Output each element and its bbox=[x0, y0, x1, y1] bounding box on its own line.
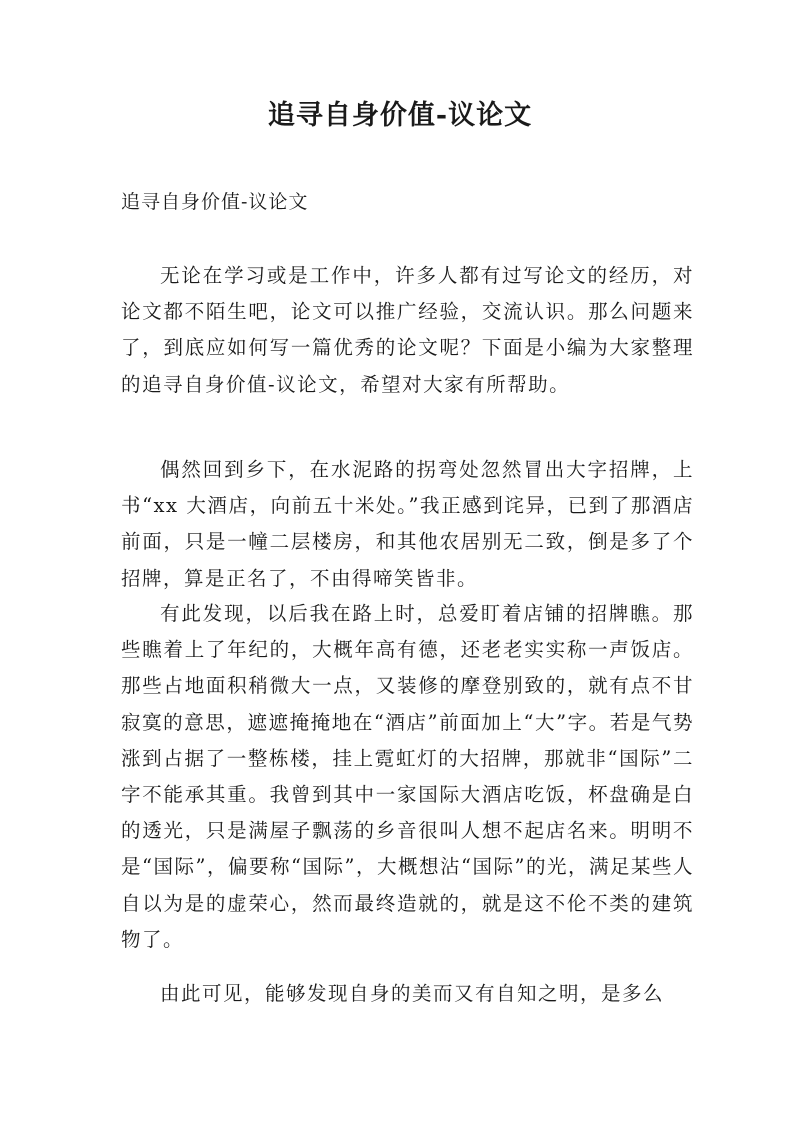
paragraph-intro: 无论在学习或是工作中，许多人都有过写论文的经历，对论文都不陌生吧，论文可以推广经验，交流认识。那么问题来了，到底应如何写一篇优秀的论文呢？下面是小编为大家整理的追寻自身价值-议论文，希望对大家有所帮助。 bbox=[121, 264, 694, 396]
document-subtitle: 追寻自身价值-议论文 bbox=[121, 191, 309, 213]
document-title: 追寻自身价值-议论文 bbox=[267, 100, 533, 131]
paragraph-observation: 有此发现，以后我在路上时，总爱盯着店铺的招牌瞧。那些瞧着上了年纪的，大概年高有德，还老老实实称一声饭店。那些占地面积稍微大一点，又装修的摩登别致的，就有点不甘寂寞的意思，遮遮掩掩地在“酒店”前面加上“大”字。若是气势涨到占据了一整栋楼，挂上霓虹灯的大招牌，那就非“国际”二字不能承其重。我曾到其中一家国际大酒店吃饭，杯盘确是白的透光，只是满屋子飘荡的乡音很叫人想不起店名来。明明不是“国际”，偏要称“国际”，大概想沾“国际”的光，满足某些人自以为是的虚荣心，然而最终造就的，就是这不伦不类的建筑物了。 bbox=[121, 602, 694, 951]
paragraph-conclusion: 由此可见，能够发现自身的美而又有自知之明，是多么 bbox=[160, 982, 665, 1005]
paragraph-signboard: 偶然回到乡下，在水泥路的拐弯处忽然冒出大字招牌，上书“xx 大酒店，向前五十米处。”我正感到诧异，已到了那酒店前面，只是一幢二层楼房，和其他农居别无二致，倒是多了个招牌，算是正名了，不由得啼笑皆非。 bbox=[121, 458, 694, 590]
